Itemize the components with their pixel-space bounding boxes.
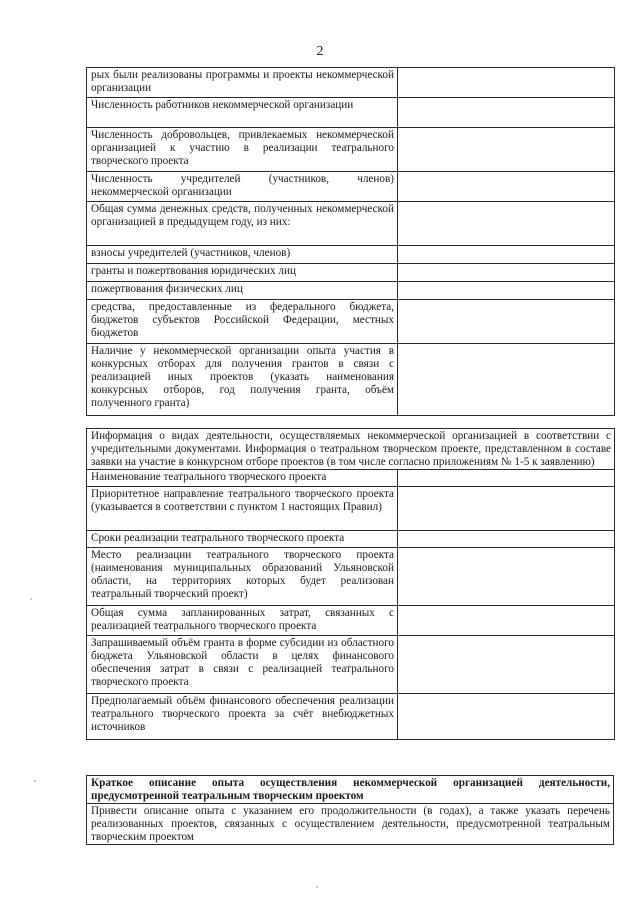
table-row xyxy=(87,246,615,264)
row-value-cell[interactable] xyxy=(398,128,615,172)
row-label: Численность добровольцев, привлекаемых некоммерческой организацией к участию в реализации театрального творческого проекта xyxy=(87,128,398,172)
row-label: взносы учредителей (участников, членов) xyxy=(87,246,398,264)
table-row xyxy=(87,606,615,636)
row-value-cell[interactable] xyxy=(398,470,615,487)
row-label: Место реализации театрального творческого проекта (наименования муниципальных образований Ульяновской области, на территориях которых будет реализован театральный творческий проект) xyxy=(87,548,398,606)
row-value-cell[interactable] xyxy=(398,344,615,416)
row-value-cell[interactable] xyxy=(398,300,615,344)
table-row xyxy=(87,202,615,246)
table-row xyxy=(87,172,615,202)
row-value-cell[interactable] xyxy=(398,636,615,694)
experience-table xyxy=(86,775,614,845)
table-row xyxy=(87,264,615,282)
table-row xyxy=(87,128,615,172)
table-row xyxy=(87,487,615,531)
row-value-cell[interactable] xyxy=(398,531,615,548)
table-row xyxy=(87,98,615,128)
row-value-cell[interactable] xyxy=(398,246,615,264)
row-value-cell[interactable] xyxy=(398,202,615,246)
experience-header: Краткое описание опыта осуществления некоммерческой организацией деятельности, предусмотренной театральным творческим проектом xyxy=(87,776,614,804)
row-label: Численность учредителей (участников, членов) некоммерческой организации xyxy=(87,172,398,202)
row-value-cell[interactable] xyxy=(398,548,615,606)
row-value-cell[interactable] xyxy=(398,282,615,300)
row-label: Численность работников некоммерческой организации xyxy=(87,98,398,128)
table-row xyxy=(87,694,615,740)
table-row xyxy=(87,282,615,300)
scan-speck xyxy=(30,598,32,600)
table-row xyxy=(87,548,615,606)
organization-info-table xyxy=(86,67,615,416)
row-value-cell[interactable] xyxy=(398,487,615,531)
page-number: 2 xyxy=(316,44,324,59)
row-value-cell[interactable] xyxy=(398,98,615,128)
table-row xyxy=(87,531,615,548)
table-row xyxy=(87,636,615,694)
row-label: Общая сумма запланированных затрат, связанных с реализацией театрального творческого проекта xyxy=(87,606,398,636)
table-row xyxy=(87,470,615,487)
experience-description[interactable]: Привести описание опыта с указанием его продолжительности (в годах), а также указать перечень реализованных проектов, связанных с осуществлением деятельности, предусмотренной театральным творческим проектом xyxy=(87,804,614,845)
row-label: гранты и пожертвования юридических лиц xyxy=(87,264,398,282)
table-row xyxy=(87,300,615,344)
row-value-cell[interactable] xyxy=(398,694,615,740)
row-value-cell[interactable] xyxy=(398,606,615,636)
row-value-cell[interactable] xyxy=(398,68,615,98)
row-label: Общая сумма денежных средств, полученных некоммерческой организацией в предыдущем году, из них: xyxy=(87,202,398,246)
table-row xyxy=(87,804,614,845)
scan-speck xyxy=(34,780,36,782)
row-value-cell[interactable] xyxy=(398,172,615,202)
table-row xyxy=(87,344,615,416)
row-label: Наименование театрального творческого проекта xyxy=(87,470,398,487)
project-info-header: Информация о видах деятельности, осуществляемых некоммерческой организацией в соответствии с учредительными документами. Информация о театральном творческом проекте, представленном в составе заявки на участие в конкурсном отборе проектов (в том числе согласно приложениям № 1-5 к заявлению) xyxy=(87,429,615,470)
row-label: Сроки реализации театрального творческого проекта xyxy=(87,531,398,548)
row-label: пожертвования физических лиц xyxy=(87,282,398,300)
table-header-row xyxy=(87,776,614,804)
row-label: рых были реализованы программы и проекты некоммерческой организации xyxy=(87,68,398,98)
table-row xyxy=(87,68,615,98)
project-info-table xyxy=(86,428,615,740)
row-label: Запрашиваемый объём гранта в форме субсидии из областного бюджета Ульяновской области в целях финансового обеспечения затрат в связи с реализацией театрального творческого проекта xyxy=(87,636,398,694)
row-label: Приоритетное направление театрального творческого проекта (указывается в соответствии с пунктом 1 настоящих Правил) xyxy=(87,487,398,531)
row-label: средства, предоставленные из федерального бюджета, бюджетов субъектов Российской Федерации, местных бюджетов xyxy=(87,300,398,344)
row-value-cell[interactable] xyxy=(398,264,615,282)
table-header-row xyxy=(87,429,615,470)
row-label: Предполагаемый объём финансового обеспечения реализации театрального творческого проекта за счёт внебюджетных источников xyxy=(87,694,398,740)
row-label: Наличие у некоммерческой организации опыта участия в конкурсных отборах для получения грантов в связи с реализацией иных проектов (указать наименования конкурсных отборов, год получения гранта, объём полученного гранта) xyxy=(87,344,398,416)
scan-speck xyxy=(316,886,318,888)
